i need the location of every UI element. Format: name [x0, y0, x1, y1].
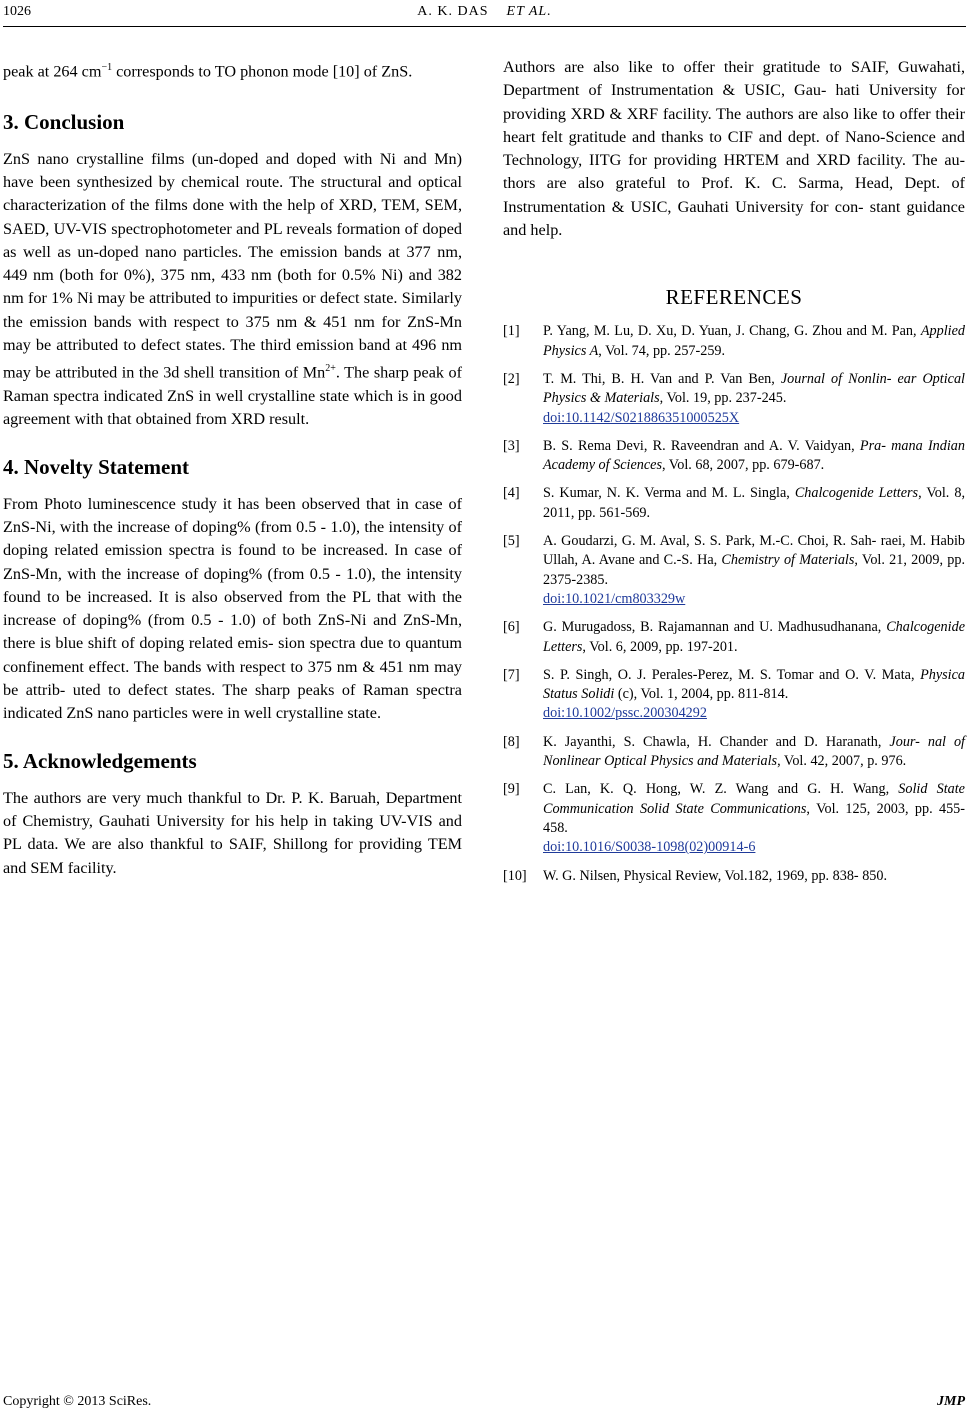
intro-paragraph — [3, 56, 462, 84]
reference-doi-link[interactable]: doi:10.1016/S0038-1098(02)00914-6 — [543, 839, 756, 856]
left-column — [3, 56, 462, 880]
reference-number: [3] — [503, 437, 520, 454]
reference-item — [503, 532, 965, 609]
reference-text: T. M. Thi, B. H. Van and P. Van Ben, Journal of Nonlin- ear Optical Physics & Materials, Vol. 19, pp. 237-245. doi:10.1142/S021886351000525X — [543, 370, 965, 428]
reference-text: W. G. Nilsen, Physical Review, Vol.182, 1969, pp. 838- 850. — [543, 867, 888, 884]
reference-text: K. Jayanthi, S. Chawla, H. Chander and D. Haranath, Jour- nal of Nonlinear Optical Physics and Materials, Vol. 42, 2007, p. 976. — [543, 733, 965, 770]
reference-text: S. Kumar, N. K. Verma and M. L. Singla, Chalcogenide Letters, Vol. 8, 2011, pp. 561-569. — [543, 485, 965, 521]
reference-text: B. S. Rema Devi, R. Raveendran and A. V. Vaidyan, Pra- mana Indian Academy of Sciences, Vol. 68, 2007, pp. 679-687. — [543, 437, 965, 474]
acknowledgements-continued: Authors are also like to offer their gratitude to SAIF, Guwahati, Department of Instrumentation & USIC, Gau- hati University for providing XRD & XRF facility. The authors are also like to offer their heart felt gratitude and thanks to CIF and dept. of Nano-Science and Technology, IITG for providing HRTEM and XRD facility. The au- thors are also grateful to Prof. K. C. Sarma, Head, Dept. of Instrumentation & USIC, Gauhati University for con- stant guidance and help. — [503, 58, 965, 240]
reference-item — [503, 618, 965, 657]
page-number: 1026 — [3, 4, 31, 19]
reference-item — [503, 437, 965, 476]
reference-number: [1] — [503, 323, 520, 340]
reference-journal: Applied Physics A — [543, 323, 965, 359]
page-header — [0, 0, 969, 40]
reference-number: [10] — [503, 867, 527, 884]
reference-journal: Physica Status Solidi — [543, 666, 965, 703]
conclusion-heading: 3. Conclusion — [3, 109, 125, 134]
reference-number: [9] — [503, 781, 520, 798]
reference-item — [503, 867, 965, 886]
reference-number: [7] — [503, 666, 520, 683]
intro-text-end: corresponds to TO phonon mode [10] of ZnS. — [112, 62, 413, 81]
conclusion-superscript: 2+ — [325, 363, 336, 375]
reference-number: [2] — [503, 370, 520, 387]
running-head-etal: ET AL. — [506, 4, 552, 19]
reference-journal: Jour- nal of Nonlinear Optical Physics and Materials — [543, 733, 965, 770]
reference-item — [503, 666, 965, 724]
reference-text: C. Lan, K. Q. Hong, W. Z. Wang and G. H. Wang, Solid State Communication Solid State Communications, Vol. 125, 2003, pp. 455-458. doi:10.1016/S0038-1098(02)00914-6 — [543, 780, 965, 857]
acknowledgements-heading: 5. Acknowledgements — [3, 748, 197, 773]
reference-doi-link[interactable]: doi:10.1021/cm803329w — [543, 590, 686, 607]
novelty-heading: 4. Novelty Statement — [3, 454, 190, 479]
references-list — [503, 322, 965, 885]
right-column — [503, 56, 965, 886]
reference-journal: Pra- mana Indian Academy of Sciences — [543, 437, 965, 474]
reference-journal: Journal of Nonlin- ear Optical Physics & Materials — [543, 370, 965, 407]
intro-superscript: −1 — [101, 62, 113, 73]
reference-text: A. Goudarzi, G. M. Aval, S. S. Park, M.-C. Choi, R. Sah- raei, M. Habib Ullah, A. Avane and C.-S. Ha, Chemistry of Materials, Vol. 21, 2009, pp. 2375-2385. doi:10.1021/cm803329w — [543, 532, 965, 609]
reference-doi-link[interactable]: doi:10.1002/pssc.200304292 — [543, 705, 707, 722]
reference-number: [8] — [503, 733, 520, 750]
reference-journal: Chalcogenide Letters — [543, 619, 965, 655]
reference-number: [5] — [503, 533, 520, 550]
conclusion-text-end: . The sharp peak of Raman spectra indicated ZnS in well crystalline state which is in good agreement with that obtained from XRD result. — [3, 363, 462, 429]
reference-number: [6] — [503, 619, 520, 636]
reference-text: P. Yang, M. Lu, D. Xu, D. Yuan, J. Chang, G. Zhou and M. Pan, Applied Physics A, Vol. 74, pp. 257-259. — [543, 323, 965, 359]
reference-number: [4] — [503, 485, 520, 502]
references-heading: REFERENCES — [665, 285, 803, 310]
running-head — [0, 4, 969, 20]
journal-abbreviation: JMP — [937, 1394, 965, 1409]
header-rule — [3, 26, 966, 27]
reference-item — [503, 322, 965, 361]
acknowledgements-paragraph: The authors are very much thankful to Dr. P. K. Baruah, Department of Chemistry, Gauhati University for his help in taking UV-VIS and PL data. We are also thankful to SAIF, Shillong for providing TEM and SEM facility. — [3, 788, 462, 877]
intro-text: peak at 264 cm — [3, 62, 102, 81]
reference-item — [503, 733, 965, 772]
running-head-author: A. K. DAS — [417, 4, 489, 19]
page-footer — [0, 1394, 969, 1414]
reference-item — [503, 780, 965, 857]
reference-item — [503, 484, 965, 523]
conclusion-text: ZnS nano crystalline films (un-doped and doped with Ni and Mn) have been synthesized by chemical route. The structural and optical characterization of the films done with the help of XRD, TEM, SEM, SAED, UV-VIS spectrophotometer and PL reveals formation of doped as well as un-doped nano particles. The emission bands at 377 nm, 449 nm (both for 0%), 375 nm, 433 nm (both for 0.5% Ni) and 382 nm for 1% Ni may be attributed to impurities or defect state. Similarly the emission bands with respect to 375 nm & 451 nm for ZnS-Mn may be attributed to defect states. The third emission band at 496 nm may be attributed in the 3d shell transition of Mn — [3, 149, 462, 382]
reference-journal: Chalcogenide Letters — [794, 485, 919, 502]
reference-text: S. P. Singh, O. J. Perales-Perez, M. S. Tomar and O. V. Mata, Physica Status Solidi (c), Vol. 1, 2004, pp. 811-814. doi:10.1002/pssc.200304292 — [543, 666, 965, 724]
reference-journal: Chemistry of Materials — [721, 552, 855, 569]
reference-doi-link[interactable]: doi:10.1142/S021886351000525X — [543, 409, 740, 426]
conclusion-paragraph — [3, 148, 462, 432]
reference-journal: Solid State Communication Solid State Communications — [543, 781, 965, 817]
novelty-paragraph: From Photo luminescence study it has been observed that in case of ZnS-Ni, with the increase of doping% (from 0.5 - 1.0), the intensity of doping related emission spectra is found to be increased. In case of ZnS-Mn, with the increase of doping% (from 0.5 - 1.0), the intensity found to be increased. It is also observed from the PL that with the increase of doping% (from 0.5 - 1.0) of both ZnS-Ni and ZnS-Mn, there is blue shift of doping related emis- sion spectra due to quantum confinement effect. The bands with respect to 375 nm & 451 nm may be attrib- uted to defect states. The sharp peaks of Raman spectra indicated ZnS nano particles were in well crystalline state. — [3, 494, 462, 723]
reference-text: G. Murugadoss, B. Rajamannan and U. Madhusudhanana, Chalcogenide Letters, Vol. 6, 2009, pp. 197-201. — [543, 619, 965, 655]
copyright-notice: Copyright © 2013 SciRes. — [3, 1394, 152, 1409]
reference-item — [503, 370, 965, 428]
